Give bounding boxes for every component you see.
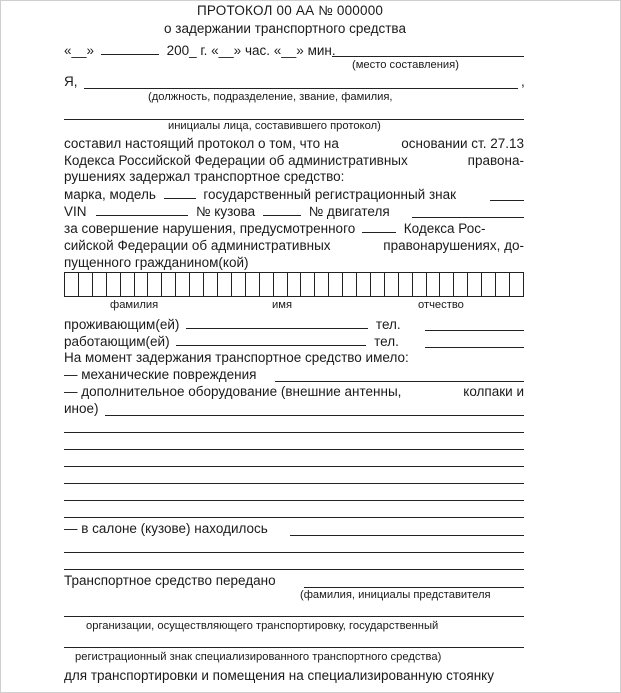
body-line-1: составил настоящий протокол о том, что на основании ст. 27.13 [64,136,524,151]
letter-box[interactable] [246,273,260,296]
letter-box[interactable] [482,273,496,296]
place-field[interactable] [332,56,524,57]
ya-label: Я, [64,74,78,89]
residence-line: проживающим(ей) тел. [64,317,401,332]
letter-box[interactable] [93,273,107,296]
plate-field[interactable] [490,200,524,201]
year-label: 200_ г. [166,43,208,58]
blank-line[interactable] [64,569,524,570]
engine-number-label: № двигателя [308,204,390,219]
letter-box[interactable] [121,273,135,296]
officer-caption-2: инициалы лица, составившего протокол) [168,120,381,132]
condition-intro: На момент задержания транспортное средство имело: [64,350,409,365]
letter-box[interactable] [162,273,176,296]
letter-box[interactable] [315,273,329,296]
make-field[interactable] [164,187,196,199]
transfer-field-3[interactable] [64,647,524,648]
equipment-line: — дополнительное оборудование (внешние антенны, колпаки и [64,384,524,399]
work-field[interactable] [176,334,366,346]
letter-box[interactable] [468,273,482,296]
work-phone-field[interactable] [425,347,524,348]
letter-box[interactable] [218,273,232,296]
surname-caption: фамилия [110,299,159,311]
protocol-title: ПРОТОКОЛ 00 АА № 000000 [197,3,384,18]
letter-box[interactable] [204,273,218,296]
equipment-field[interactable] [105,415,524,416]
date-time-line [64,43,336,58]
blank-line[interactable] [64,552,524,553]
transfer-field[interactable] [304,587,524,588]
hour-quote: «__» [211,43,242,58]
work-line: работающим(ей) тел. [64,334,399,349]
violation-line-3: пущенного гражданином(кой) [64,255,249,270]
article-field[interactable] [362,221,396,233]
blank-line[interactable] [64,449,524,450]
letter-box[interactable] [190,273,204,296]
residence-field[interactable] [186,317,368,329]
violation-line-2: сийской Федерации об административных правонарушениях, до- [64,238,524,253]
transfer-caption-2: организации, осуществляющего транспортировку, государственный [86,620,439,632]
violation-line-1: за совершение нарушения, предусмотренного Кодекса Рос- [64,221,486,236]
transfer-caption-3: регистрационный знак специализированного транспортного средства) [75,651,442,663]
letter-box[interactable] [454,273,468,296]
vin-line [64,204,390,219]
damage-label: — механические повреждения [64,367,257,382]
blank-line[interactable] [64,500,524,501]
transfer-caption-1: (фамилия, инициалы представителя [300,589,491,601]
letter-box[interactable] [440,273,454,296]
minute-label: мин. [307,43,336,58]
body-line-3: рушениях задержал транспортное средство: [64,169,345,184]
letter-box[interactable] [357,273,371,296]
officer-caption-1: (должность, подразделение, звание, фамилия, [148,91,393,103]
transfer-field-2[interactable] [64,616,524,617]
salon-field[interactable] [290,535,524,536]
officer-field-1[interactable] [84,88,518,89]
damage-field[interactable] [275,381,524,382]
officer-comma: , [521,74,525,89]
vehicle-make-line [64,187,456,202]
blank-line[interactable] [64,517,524,518]
place-caption: (место составления) [352,59,459,71]
letter-box[interactable] [148,273,162,296]
residence-phone-field[interactable] [425,330,524,331]
letter-box[interactable] [343,273,357,296]
letter-box[interactable] [329,273,343,296]
equipment-other-label: иное) [64,401,99,416]
blank-line[interactable] [64,483,524,484]
vin-field[interactable] [96,204,188,216]
blank-line[interactable] [64,466,524,467]
protocol-subtitle: о задержании транспортного средства [164,21,406,36]
vin-label: VIN [64,204,87,219]
minute-quote: «__» [273,43,304,58]
letter-box[interactable] [65,273,79,296]
letter-box[interactable] [399,273,413,296]
engine-number-field[interactable] [412,217,524,218]
letter-box[interactable] [385,273,399,296]
letter-box[interactable] [232,273,246,296]
letter-box[interactable] [301,273,315,296]
day-quote: «__» [64,43,95,58]
letter-box[interactable] [413,273,427,296]
plate-label: государственный регистрационный знак [203,187,457,202]
body-number-label: № кузова [196,204,256,219]
transfer-final-line: для транспортировки и помещения на специализированную стоянку [64,668,494,683]
salon-label: — в салоне (кузове) находилось [64,521,268,536]
letter-box[interactable] [135,273,149,296]
patronymic-caption: отчество [418,299,464,311]
letter-box[interactable] [427,273,441,296]
letter-box[interactable] [176,273,190,296]
month-blank[interactable] [101,43,159,55]
letter-box[interactable] [510,273,523,296]
blank-line[interactable] [64,432,524,433]
letter-box[interactable] [79,273,93,296]
name-letter-boxes[interactable] [64,272,524,297]
letter-box[interactable] [107,273,121,296]
firstname-caption: имя [272,299,292,311]
body-number-field[interactable] [263,204,301,216]
letter-box[interactable] [274,273,288,296]
letter-box[interactable] [496,273,510,296]
body-line-2: Кодекса Российской Федерации об административных правона- [64,153,524,168]
transfer-label: Транспортное средство передано [64,573,276,588]
letter-box[interactable] [371,273,385,296]
hour-label: час. [244,43,271,58]
make-label: марка, модель [64,187,156,202]
letter-box[interactable] [260,273,274,296]
letter-box[interactable] [288,273,302,296]
